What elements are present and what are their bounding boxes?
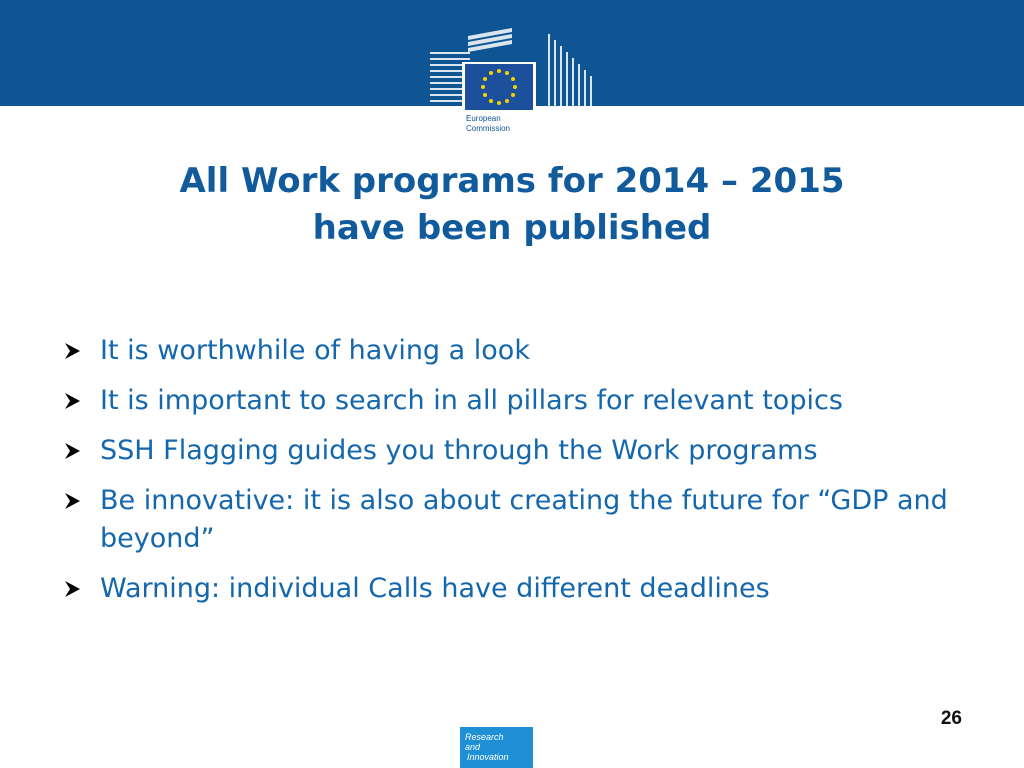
- slide-title: [60, 158, 964, 252]
- bullet-text: Warning: individual Calls have different deadlines: [100, 573, 770, 604]
- bullet-text: Be innovative: it is also about creating the future for “GDP and beyond”: [100, 485, 948, 554]
- research-innovation-badge: [460, 727, 533, 768]
- arrowhead-bullet-icon: [62, 341, 82, 361]
- arrowhead-bullet-icon: [62, 491, 82, 511]
- logo-text-line2: Commission: [466, 124, 511, 133]
- arrowhead-bullet-icon: [62, 391, 82, 411]
- bullet-text: It is important to search in all pillars for relevant topics: [100, 385, 843, 416]
- european-commission-logo: [428, 28, 596, 144]
- slide-title-line2: have been published: [312, 208, 712, 248]
- list-item: [62, 332, 962, 370]
- list-item: [62, 432, 962, 470]
- bullet-list: [62, 332, 962, 620]
- arrowhead-bullet-icon: [62, 441, 82, 461]
- list-item: [62, 570, 962, 608]
- bullet-text: It is worthwhile of having a look: [100, 335, 530, 366]
- logo-text-line1: European: [466, 114, 501, 123]
- list-item: [62, 382, 962, 420]
- page-number: 26: [940, 708, 962, 729]
- ri-line3: Innovation: [467, 752, 509, 762]
- list-item: [62, 482, 962, 558]
- slide-title-line1: All Work programs for 2014 – 2015: [179, 161, 845, 201]
- bullet-text: SSH Flagging guides you through the Work programs: [100, 435, 818, 466]
- ri-line2: and: [465, 742, 481, 752]
- ri-line1: Research: [465, 732, 504, 742]
- arrowhead-bullet-icon: [62, 579, 82, 599]
